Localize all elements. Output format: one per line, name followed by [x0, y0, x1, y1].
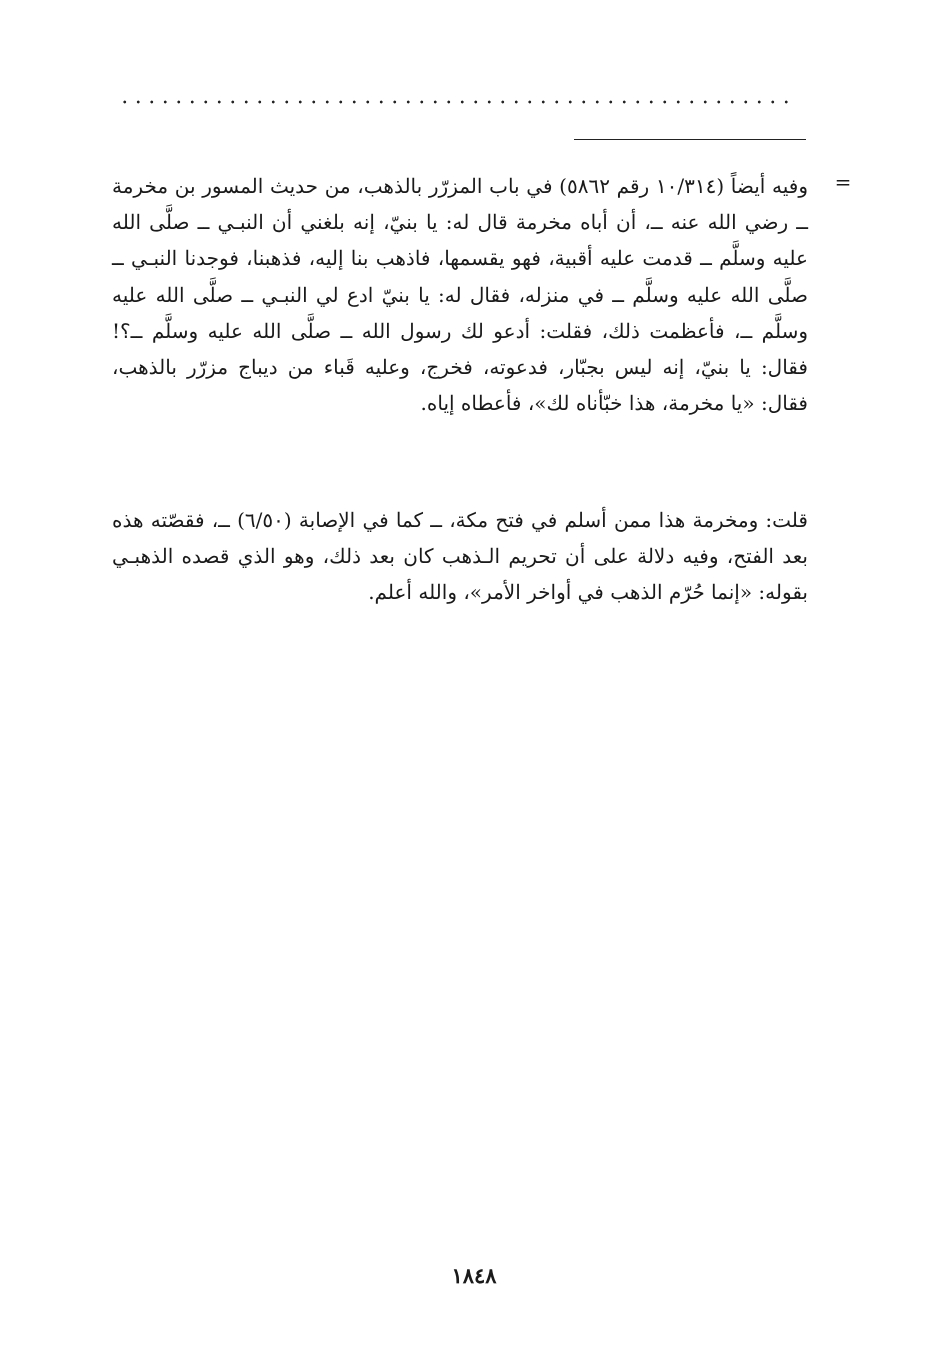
paragraph-hadith: وفيه أيضاً (١٠/٣١٤ رقم ٥٨٦٢) في باب المزرّر بالذهب، من حديث المسور بن مخرمة ــ رضي الله عنه ــ، أن أباه مخرمة قال له: يا بنيّ، إنه بلغني أن النبـي ــ صلَّى الله عليه وسلَّم ــ قدمت عليه أقبية، فهو يقسمها، فاذهب بنا إليه، فذهبنا، فوجدنا النبـي ــ صلَّى الله عليه وسلَّم ــ في منزله، فقال له: يا بنيّ ادع لي النبـي ــ صلَّى الله عليه وسلَّم ــ، فأعظمت ذلك، فقلت: أدعو لك رسول الله ــ صلَّى الله عليه وسلَّم ــ؟! فقال: يا بنيّ، إنه ليس بجبّار، فدعوته، فخرج، وعليه قَباء من ديباج مزرّر بالذهب، فقال: «يا مخرمة، هذا خبّأناه لك»، فأعطاه إياه.: [112, 174, 809, 416]
paragraph-comment: قلت: ومخرمة هذا ممن أسلم في فتح مكة، ــ كما في الإصابة (٦/٥٠) ــ، فقصّته هذه بعد الفتح، وفيه دلالة على أن تحريم الـذهب كان بعد ذلك، وهو الذي قصده الذهبـي بقوله: «إنما حُرّم الذهب في أواخر الأمر»، والله أعلم.: [112, 508, 808, 605]
dotted-separator: [118, 98, 794, 106]
continuation-mark: =: [834, 170, 852, 194]
page-number: ١٨٤٨: [451, 1263, 497, 1288]
section-rule: [574, 139, 806, 140]
